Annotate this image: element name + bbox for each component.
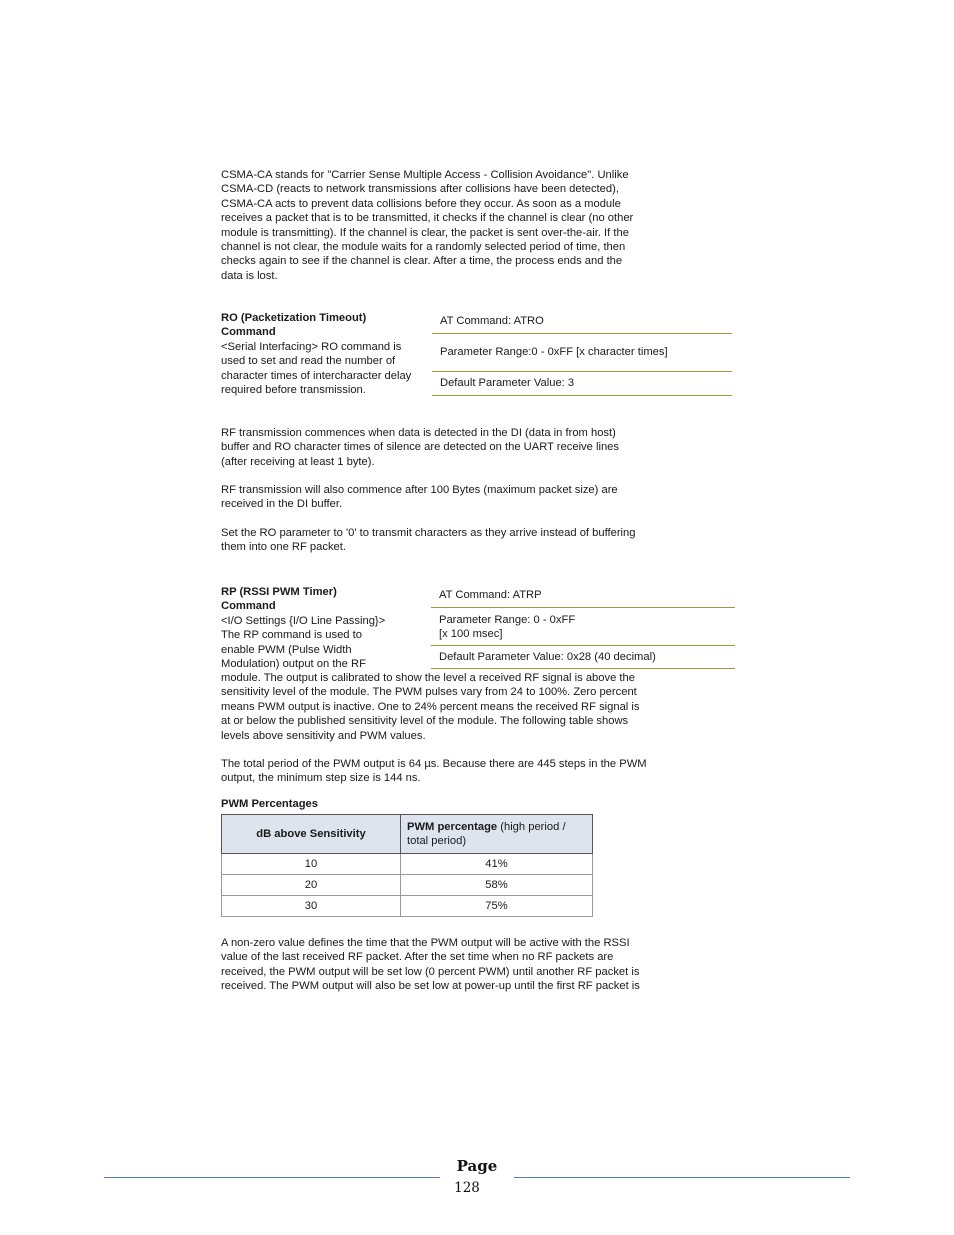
- header-pwm-bold: PWM percentage: [407, 820, 498, 833]
- ro-parameter-box: [432, 314, 732, 396]
- ro-paragraph-2: RF transmission will also commence after 100 Bytes (maximum packet size) are received in the DI buffer.: [221, 484, 618, 511]
- table-row: [222, 854, 593, 875]
- pwm-table-caption: PWM Percentages: [221, 798, 318, 810]
- rp-description-line-1: <I/O Settings {I/O Line Passing}>: [221, 614, 386, 627]
- rp-command-title: RP (RSSI PWM Timer) Command: [221, 586, 337, 613]
- ro-parameter-range-row: [432, 334, 732, 372]
- cell-pwm: 58%: [401, 875, 593, 896]
- rp-parameter-box: [431, 588, 735, 669]
- table-row: [222, 896, 593, 917]
- footer-rule-right: [514, 1177, 850, 1178]
- rp-at-command: AT Command: ATRP: [439, 589, 542, 601]
- ro-parameter-range: Parameter Range:0 - 0xFF [x character times]: [440, 346, 668, 358]
- table-header-row: [222, 815, 593, 854]
- rp-parameter-range-row: [431, 608, 735, 646]
- cell-db: 20: [222, 875, 401, 896]
- ro-default-value-row: [432, 372, 732, 396]
- cell-db: 30: [222, 896, 401, 917]
- ro-at-command: AT Command: ATRO: [440, 315, 544, 327]
- rp-command-block: [221, 585, 426, 671]
- ro-paragraph-3: Set the RO parameter to '0' to transmit characters as they arrive instead of buffering them into one RF packet.: [221, 527, 636, 554]
- ro-command-description: <Serial Interfacing> RO command is used to set and read the number of character times of intercharacter delay required before transmission.: [221, 340, 412, 397]
- ro-at-command-row: [432, 314, 732, 334]
- header-pwm-rest: (high period / total period): [407, 820, 566, 847]
- cell-db: 10: [222, 854, 401, 875]
- ro-default-value: Default Parameter Value: 3: [440, 377, 575, 389]
- rp-default-value: Default Parameter Value: 0x28 (40 decimal): [439, 651, 656, 663]
- rp-at-command-row: [431, 588, 735, 608]
- rp-period-paragraph: The total period of the PWM output is 64 µs. Because there are 445 steps in the PWM output, the minimum step size is 144 ns.: [221, 758, 647, 785]
- rp-description-line-2: The RP command is used to: [221, 629, 362, 642]
- ro-paragraph-1: RF transmission commences when data is detected in the DI (data in from host) buffer and RO character times of silence are detected on the UART receive lines (after receiving at least 1 byte).: [221, 427, 619, 468]
- cell-pwm: 75%: [401, 896, 593, 917]
- rp-parameter-range: Parameter Range: 0 - 0xFF [x 100 msec]: [439, 614, 576, 641]
- footer-rule-left: [104, 1177, 440, 1178]
- header-db-above-sensitivity: dB above Sensitivity: [222, 815, 401, 854]
- closing-paragraph: A non-zero value defines the time that the PWM output will be active with the RSSI value of the last received RF packet. After the set time when no RF packets are received, the PWM output will be set low (0 percent PWM) until another RF packet is received. The PWM output will also be set low at power-up until the first RF packet is: [221, 937, 640, 993]
- pwm-percentages-table: [221, 814, 593, 917]
- rp-description-continued: module. The output is calibrated to show the level a received RF signal is above the sensitivity level of the module. The PWM pulses vary from 24 to 100%. Zero percent means PWM output is inactive. One to 24% percent means the received RF signal is at or below the published sensitivity level of the module. The following table shows levels above sensitivity and PWM values.: [221, 672, 640, 742]
- footer-page-label: Page: [456, 1157, 498, 1175]
- footer-page-number: 128: [454, 1180, 480, 1196]
- rp-default-value-row: [431, 646, 735, 669]
- header-pwm-percentage: [401, 815, 593, 854]
- cell-pwm: 41%: [401, 854, 593, 875]
- rp-description-line-3: enable PWM (Pulse Width: [221, 643, 352, 656]
- rp-description-line-4: Modulation) output on the RF: [221, 658, 366, 671]
- ro-command-block: [221, 311, 419, 397]
- table-row: [222, 875, 593, 896]
- intro-paragraph: CSMA-CA stands for "Carrier Sense Multiple Access - Collision Avoidance". Unlike CSMA-CD (reacts to network transmissions after collisions have been detected), CSMA-CA acts to prevent data collisions before they occur. As soon as a module receives a packet that is to be transmitted, it checks if the channel is clear (no other module is transmitting). If the channel is clear, the packet is sent over-the-air. If the channel is not clear, the module waits for a randomly selected period of time, then checks again to see if the channel is clear. After a time, the process ends and the data is lost.: [221, 169, 634, 282]
- ro-command-title: RO (Packetization Timeout) Command: [221, 312, 367, 339]
